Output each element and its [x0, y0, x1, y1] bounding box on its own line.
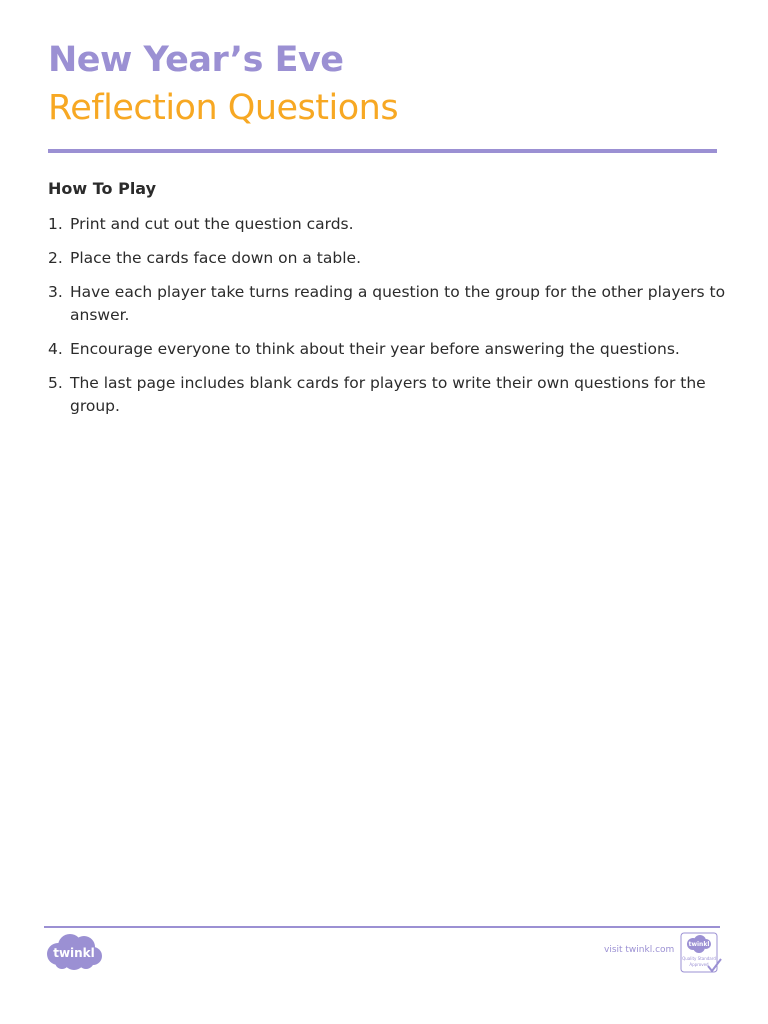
step-number: 5. — [48, 374, 63, 392]
footer-divider — [44, 926, 720, 928]
step-number: 3. — [48, 283, 63, 301]
twinkl-logo[interactable] — [44, 932, 104, 972]
list-item — [48, 247, 728, 270]
page-subtitle: Reflection Questions — [48, 88, 399, 128]
list-item — [48, 213, 728, 236]
step-text: Place the cards face down on a table. — [70, 249, 361, 267]
step-text: Encourage everyone to think about their year before answering the questions. — [70, 340, 680, 358]
quality-standard-badge — [680, 932, 722, 976]
instructions-list — [48, 213, 728, 429]
step-number: 1. — [48, 215, 63, 233]
step-number: 4. — [48, 340, 63, 358]
list-item — [48, 372, 728, 418]
list-item — [48, 281, 728, 327]
badge-line1: Quality Standard — [682, 956, 716, 961]
twinkl-website-link[interactable]: visit twinkl.com — [604, 945, 675, 955]
page-title: New Year’s Eve — [48, 40, 344, 80]
title-divider — [48, 149, 717, 153]
badge-line2: Approved — [689, 962, 709, 967]
step-number: 2. — [48, 249, 63, 267]
step-text: Have each player take turns reading a question to the group for the other players to answer. — [70, 283, 726, 324]
badge-brand: twinkl — [688, 941, 710, 948]
instructions-heading: How To Play — [48, 179, 157, 198]
logo-text: twinkl — [53, 946, 95, 960]
step-text: The last page includes blank cards for players to write their own questions for the group. — [70, 374, 706, 415]
list-item — [48, 338, 728, 361]
step-text: Print and cut out the question cards. — [70, 215, 354, 233]
